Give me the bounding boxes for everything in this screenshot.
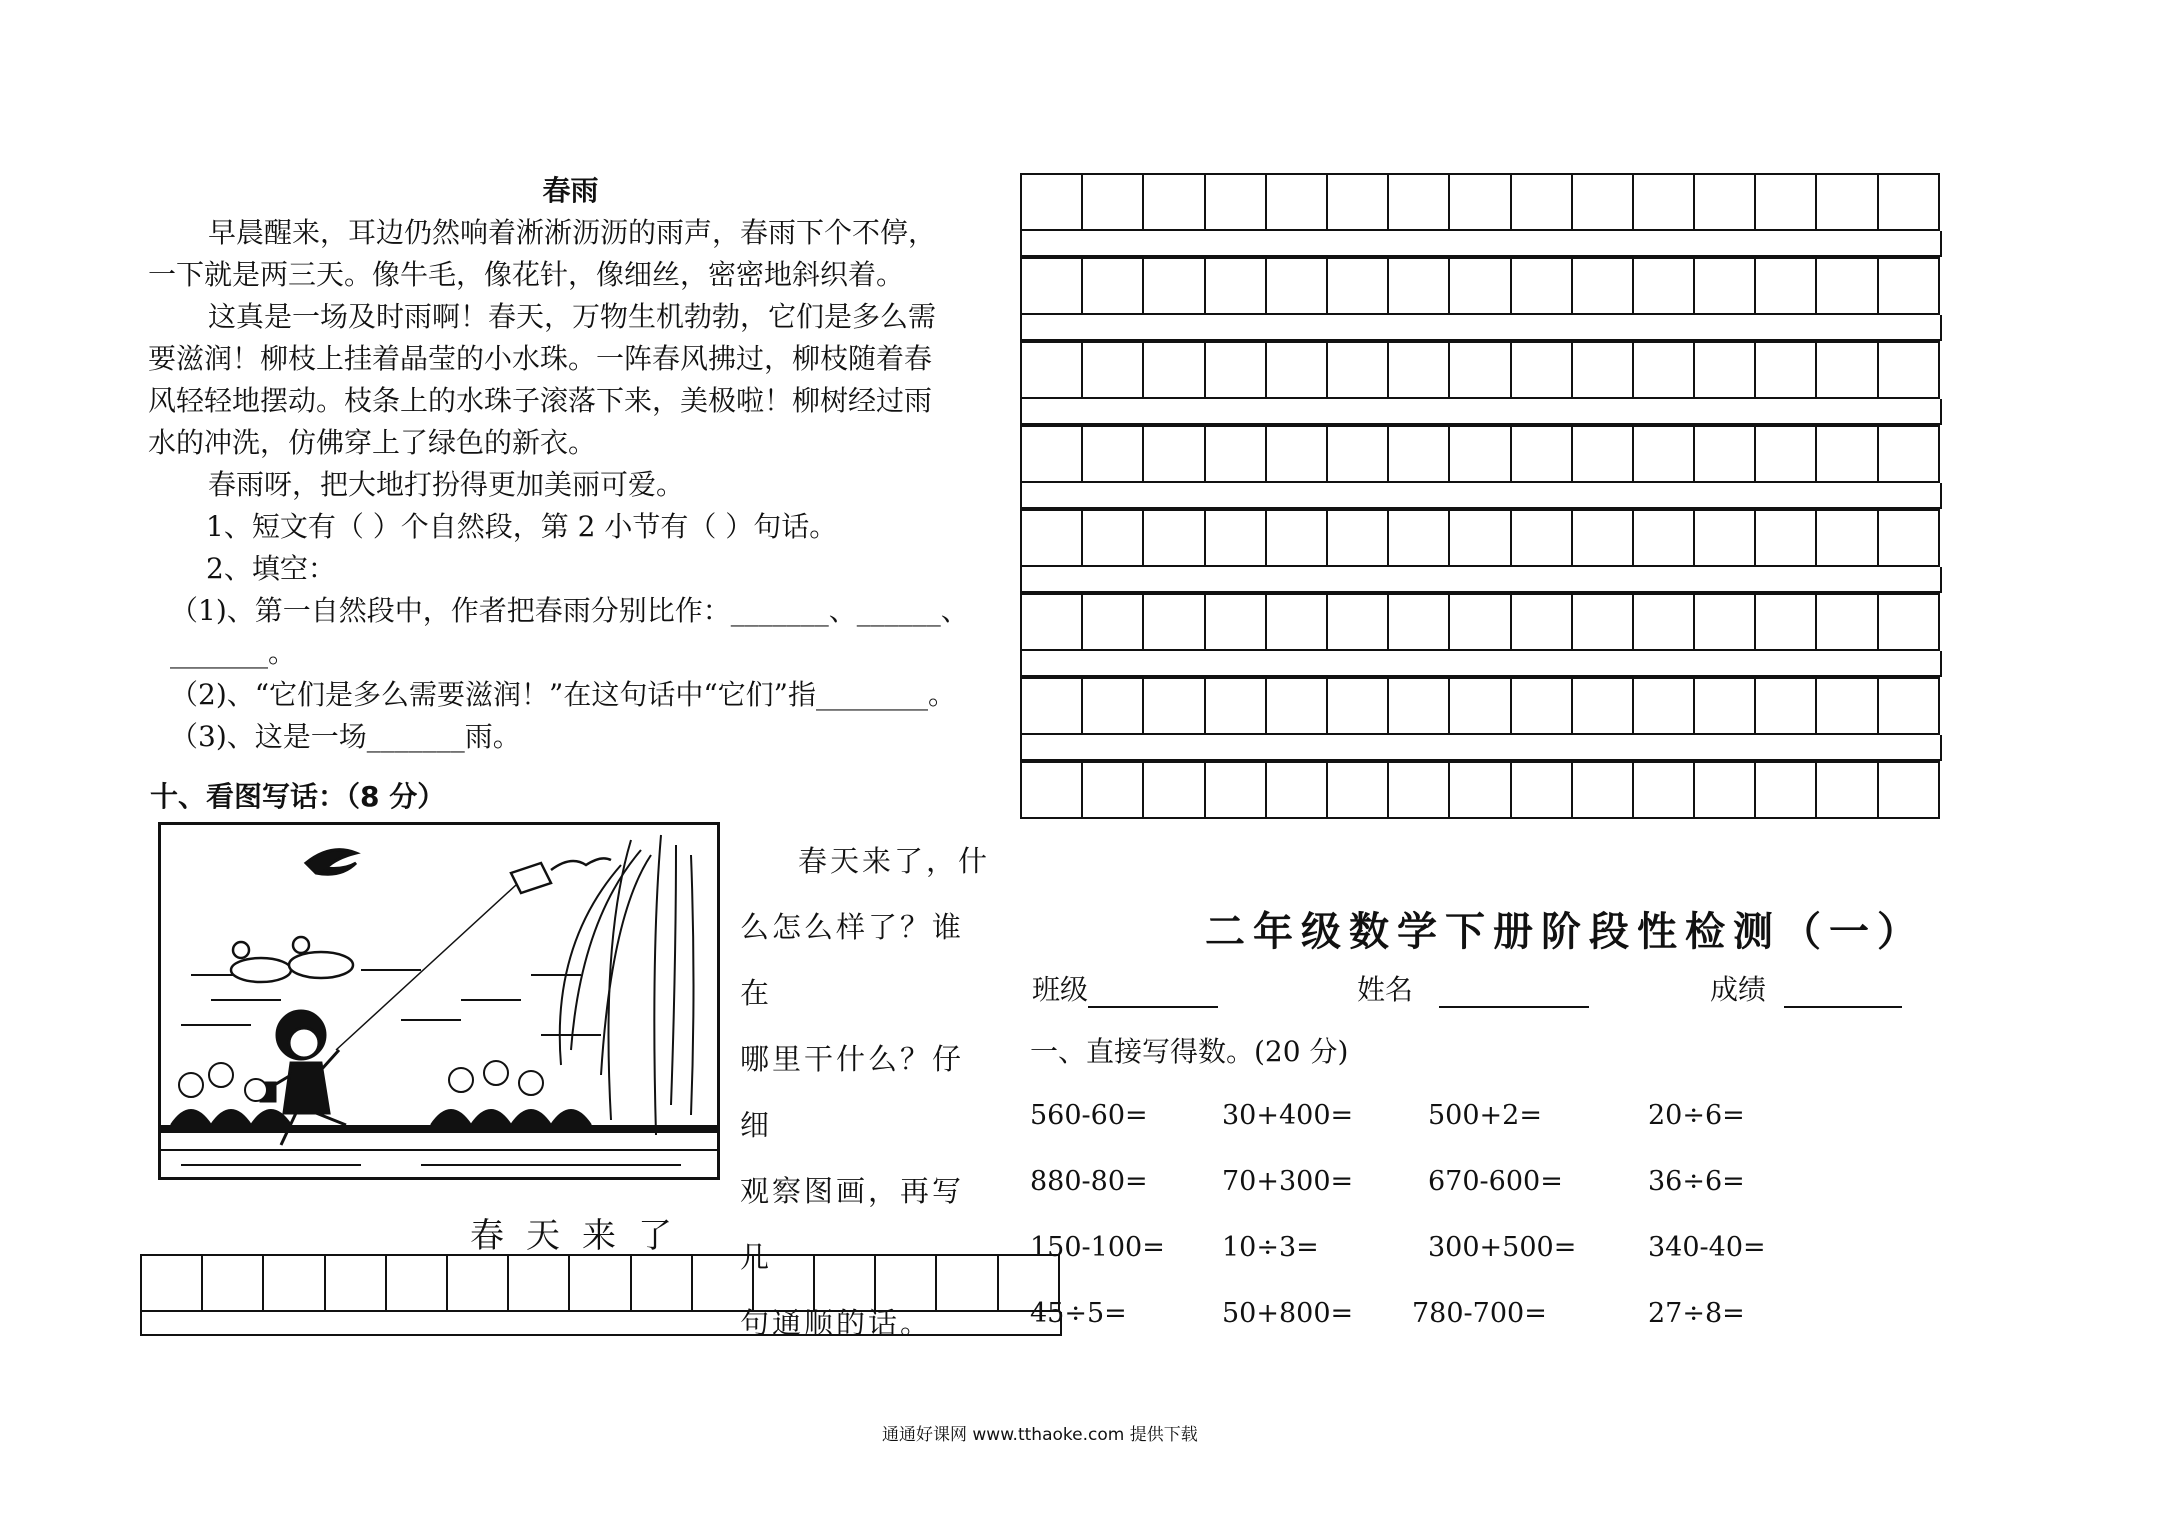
grid-cell[interactable] — [1081, 257, 1144, 315]
question-2-1-line-1: （1)、第一自然段中，作者把春雨分别比作：_______、______、 — [170, 594, 969, 627]
class-blank[interactable] — [1088, 1006, 1218, 1008]
prompt-line-4: 观察图画，再写几 — [740, 1174, 965, 1274]
score-label: 成绩 — [1710, 973, 1767, 1006]
grid-cell[interactable] — [1448, 593, 1511, 651]
grid-cell[interactable] — [1142, 509, 1205, 567]
reading-passage — [148, 170, 993, 758]
grid-cell[interactable] — [1326, 425, 1389, 483]
grid-cell[interactable] — [140, 1254, 203, 1312]
math-problem: 500+2= — [1428, 1100, 1542, 1131]
prompt-line-3: 哪里干什么？仔细 — [740, 1042, 965, 1142]
grid-cell[interactable] — [1020, 173, 1083, 231]
grid-cell[interactable] — [1754, 761, 1817, 819]
grid-cell[interactable] — [1571, 341, 1634, 399]
grid-cell[interactable] — [1571, 677, 1634, 735]
paragraph-2-line-3: 风轻轻地摆动。枝条上的水珠子滚落下来，美极啦！柳树经过雨 — [148, 384, 933, 417]
paragraph-3: 春雨呀，把大地打扮得更加美丽可爱。 — [208, 468, 685, 501]
grid-cell[interactable] — [1265, 257, 1328, 315]
grid-cell[interactable] — [1326, 593, 1389, 651]
grid-cell[interactable] — [874, 1254, 937, 1312]
grid-cell[interactable] — [1815, 341, 1878, 399]
grid-cell[interactable] — [262, 1254, 325, 1312]
math-problem: 780-700= — [1412, 1298, 1547, 1329]
grid-cell[interactable] — [813, 1254, 876, 1312]
grid-cell[interactable] — [1632, 257, 1695, 315]
grid-cell[interactable] — [1204, 593, 1267, 651]
grid-cell[interactable] — [1387, 425, 1450, 483]
grid-cell[interactable] — [1265, 677, 1328, 735]
grid-cell[interactable] — [1510, 341, 1573, 399]
grid-cell[interactable] — [1204, 341, 1267, 399]
grid-cell[interactable] — [1754, 173, 1817, 231]
grid-cell[interactable] — [1815, 425, 1878, 483]
grid-cell[interactable] — [1020, 509, 1083, 567]
grid-cell[interactable] — [507, 1254, 570, 1312]
grid-cell[interactable] — [1510, 677, 1573, 735]
grid-cell[interactable] — [1020, 425, 1083, 483]
question-1: 1、短文有（ ）个自然段，第 2 小节有（ ）句话。 — [206, 510, 838, 543]
grid-cell[interactable] — [1387, 761, 1450, 819]
prompt-line-1: 春天来了，什 — [798, 844, 991, 878]
grid-cell[interactable] — [1877, 677, 1940, 735]
footer-text: 通通好课网 www.tthaoke.com 提供下载 — [882, 1425, 1198, 1445]
math-problem: 30+400= — [1222, 1100, 1354, 1131]
grid-cell[interactable] — [1142, 341, 1205, 399]
grid-cell[interactable] — [1387, 257, 1450, 315]
grid-cell[interactable] — [1510, 593, 1573, 651]
grid-cell[interactable] — [1265, 509, 1328, 567]
grid-cell[interactable] — [1142, 761, 1205, 819]
grid-cell[interactable] — [1448, 173, 1511, 231]
flowers-icon — [171, 1061, 591, 1125]
math-problem: 50+800= — [1222, 1298, 1354, 1329]
grid-cell[interactable] — [1510, 761, 1573, 819]
grid-cell[interactable] — [1815, 761, 1878, 819]
swallow-icon — [306, 850, 356, 875]
grid-cell[interactable] — [1693, 761, 1756, 819]
grid-cell[interactable] — [385, 1254, 448, 1312]
grid-cell[interactable] — [1632, 593, 1695, 651]
score-blank[interactable] — [1784, 1006, 1902, 1008]
grid-cell[interactable] — [1510, 425, 1573, 483]
paragraph-2-line-2: 要滋润！柳枝上挂着晶莹的小水珠。一阵春风拂过，柳枝随着春 — [148, 342, 933, 375]
grid-cell[interactable] — [1877, 341, 1940, 399]
math-problem: 880-80= — [1030, 1166, 1148, 1197]
grid-cell[interactable] — [1632, 677, 1695, 735]
name-blank[interactable] — [1439, 1006, 1589, 1008]
grid-cell[interactable] — [1081, 509, 1144, 567]
grid-cell[interactable] — [1815, 257, 1878, 315]
grid-cell[interactable] — [1693, 341, 1756, 399]
grid-cell[interactable] — [1754, 257, 1817, 315]
grid-cell[interactable] — [1877, 593, 1940, 651]
grid-cell[interactable] — [691, 1254, 754, 1312]
writing-grid-bottom — [140, 1254, 1062, 1336]
grid-cell[interactable] — [1204, 173, 1267, 231]
math-problem: 27÷8= — [1648, 1298, 1745, 1329]
grid-cell[interactable] — [1142, 425, 1205, 483]
math-problem: 70+300= — [1222, 1166, 1354, 1197]
grid-cell[interactable] — [324, 1254, 387, 1312]
grid-cell[interactable] — [1020, 761, 1083, 819]
grid-cell[interactable] — [1326, 341, 1389, 399]
math-problem: 10÷3= — [1222, 1232, 1319, 1263]
grid-cell[interactable] — [1204, 425, 1267, 483]
grid-cell[interactable] — [1815, 173, 1878, 231]
grid-cell[interactable] — [1448, 425, 1511, 483]
grid-cell[interactable] — [1877, 425, 1940, 483]
grid-cell[interactable] — [1632, 173, 1695, 231]
grid-cell[interactable] — [1142, 257, 1205, 315]
grid-cell[interactable] — [1877, 173, 1940, 231]
question-2-1-line-2: _______。 — [170, 636, 297, 669]
paragraph-2-line-4: 水的冲洗，仿佛穿上了绿色的新衣。 — [148, 426, 597, 459]
class-field — [1032, 968, 1218, 1008]
grid-cell[interactable] — [1204, 677, 1267, 735]
grid-cell[interactable] — [1448, 341, 1511, 399]
grid-cell[interactable] — [1326, 173, 1389, 231]
grid-cell[interactable] — [1081, 425, 1144, 483]
question-2: 2、填空： — [206, 552, 336, 585]
grid-cell[interactable] — [1693, 677, 1756, 735]
grid-cell[interactable] — [1142, 173, 1205, 231]
grid-cell[interactable] — [1265, 341, 1328, 399]
grid-cell[interactable] — [1265, 761, 1328, 819]
grid-cell[interactable] — [1510, 509, 1573, 567]
grid-cell[interactable] — [1754, 425, 1817, 483]
grid-cell[interactable] — [1510, 257, 1573, 315]
grid-cell[interactable] — [1571, 761, 1634, 819]
answer-title: 春天来了 — [470, 1216, 694, 1256]
grid-cell[interactable] — [1387, 593, 1450, 651]
grid-cell[interactable] — [1632, 761, 1695, 819]
grid-cell[interactable] — [1693, 257, 1756, 315]
grid-cell[interactable] — [1754, 677, 1817, 735]
grid-cell[interactable] — [1448, 677, 1511, 735]
ducks-icon — [231, 937, 353, 982]
grid-cell[interactable] — [1693, 509, 1756, 567]
grid-cell[interactable] — [1326, 761, 1389, 819]
grid-cell[interactable] — [935, 1254, 998, 1312]
grid-cell[interactable] — [1142, 677, 1205, 735]
grid-cell[interactable] — [201, 1254, 264, 1312]
math-section-1: 一、直接写得数。(20 分) — [1030, 1035, 1349, 1068]
grid-cell[interactable] — [1326, 677, 1389, 735]
grid-cell[interactable] — [1204, 761, 1267, 819]
grid-cell[interactable] — [1815, 677, 1878, 735]
math-test-title: 二年级数学下册阶段性检测（一） — [1205, 909, 1925, 955]
class-label: 班级 — [1032, 973, 1089, 1006]
grid-cell[interactable] — [1632, 509, 1695, 567]
grid-cell[interactable] — [1815, 509, 1878, 567]
grid-cell[interactable] — [1020, 257, 1083, 315]
math-problem: 300+500= — [1428, 1232, 1577, 1263]
prompt-line-2: 么怎么样了？谁在 — [740, 910, 965, 1010]
grid-cell[interactable] — [1693, 173, 1756, 231]
grid-cell[interactable] — [1571, 257, 1634, 315]
grid-cell[interactable] — [1204, 509, 1267, 567]
question-2-2: （2)、“它们是多么需要滋润！”在这句话中“它们”指________。 — [170, 678, 956, 711]
grid-cell[interactable] — [1571, 173, 1634, 231]
question-2-3: （3)、这是一场_______雨。 — [170, 720, 521, 753]
grid-cell[interactable] — [1754, 341, 1817, 399]
grid-cell[interactable] — [1815, 593, 1878, 651]
grid-cell[interactable] — [1265, 425, 1328, 483]
grid-cell[interactable] — [1081, 761, 1144, 819]
grid-cell[interactable] — [1265, 173, 1328, 231]
grid-cell[interactable] — [1448, 761, 1511, 819]
grid-cell[interactable] — [1877, 509, 1940, 567]
grid-cell[interactable] — [1448, 257, 1511, 315]
math-problem: 150-100= — [1030, 1232, 1165, 1263]
grid-cell[interactable] — [1877, 257, 1940, 315]
grid-cell[interactable] — [1571, 509, 1634, 567]
grid-cell[interactable] — [1693, 425, 1756, 483]
kite-icon — [336, 858, 611, 1050]
grid-cell[interactable] — [1387, 677, 1450, 735]
grid-cell[interactable] — [1571, 425, 1634, 483]
paragraph-2-line-1: 这真是一场及时雨啊！春天，万物生机勃勃，它们是多么需 — [208, 300, 937, 333]
name-label: 姓名 — [1357, 973, 1414, 1006]
name-field — [1357, 968, 1589, 1008]
section-ten-title: 十、看图写话：（8 分） — [150, 780, 446, 813]
grid-cell[interactable] — [630, 1254, 693, 1312]
grid-cell[interactable] — [1877, 761, 1940, 819]
math-problem: 36÷6= — [1648, 1166, 1745, 1197]
grid-cell[interactable] — [1081, 173, 1144, 231]
grid-cell[interactable] — [446, 1254, 509, 1312]
math-problem: 670-600= — [1428, 1166, 1563, 1197]
willow-tree-icon — [560, 835, 694, 1135]
grid-cell[interactable] — [1081, 341, 1144, 399]
prompt-line-5: 句通顺的话。 — [740, 1306, 933, 1340]
grid-cell[interactable] — [1081, 593, 1144, 651]
grid-cell[interactable] — [1754, 593, 1817, 651]
reading-title: 春雨 — [542, 174, 599, 207]
math-problem: 20÷6= — [1648, 1100, 1745, 1131]
grid-cell[interactable] — [1754, 509, 1817, 567]
grid-cell[interactable] — [1326, 509, 1389, 567]
grid-cell[interactable] — [568, 1254, 631, 1312]
grid-cell[interactable] — [1387, 173, 1450, 231]
score-field — [1710, 968, 1902, 1008]
grid-cell[interactable] — [1020, 341, 1083, 399]
math-problem: 45÷5= — [1030, 1298, 1127, 1329]
grid-cell[interactable] — [1693, 593, 1756, 651]
grid-cell[interactable] — [1448, 509, 1511, 567]
grid-cell[interactable] — [1204, 257, 1267, 315]
grid-cell[interactable] — [1632, 341, 1695, 399]
spring-illustration — [158, 822, 720, 1180]
writing-grid-right — [1020, 173, 1942, 819]
grid-cell[interactable] — [1020, 677, 1083, 735]
grid-cell[interactable] — [1571, 593, 1634, 651]
grid-cell[interactable] — [1387, 341, 1450, 399]
math-problem: 560-60= — [1030, 1100, 1148, 1131]
paragraph-1-line-1: 早晨醒来，耳边仍然响着淅淅沥沥的雨声，春雨下个不停， — [208, 216, 937, 249]
grid-cell[interactable] — [1142, 593, 1205, 651]
grid-cell[interactable] — [1510, 173, 1573, 231]
grid-cell[interactable] — [1632, 425, 1695, 483]
grid-cell[interactable] — [1265, 593, 1328, 651]
math-problem: 340-40= — [1648, 1232, 1766, 1263]
grid-cell[interactable] — [1081, 677, 1144, 735]
grid-cell[interactable] — [1020, 593, 1083, 651]
grid-cell[interactable] — [752, 1254, 815, 1312]
grid-cell[interactable] — [1326, 257, 1389, 315]
paragraph-1-line-2: 一下就是两三天。像牛毛，像花针，像细丝，密密地斜织着。 — [148, 258, 905, 291]
grid-cell[interactable] — [1387, 509, 1450, 567]
